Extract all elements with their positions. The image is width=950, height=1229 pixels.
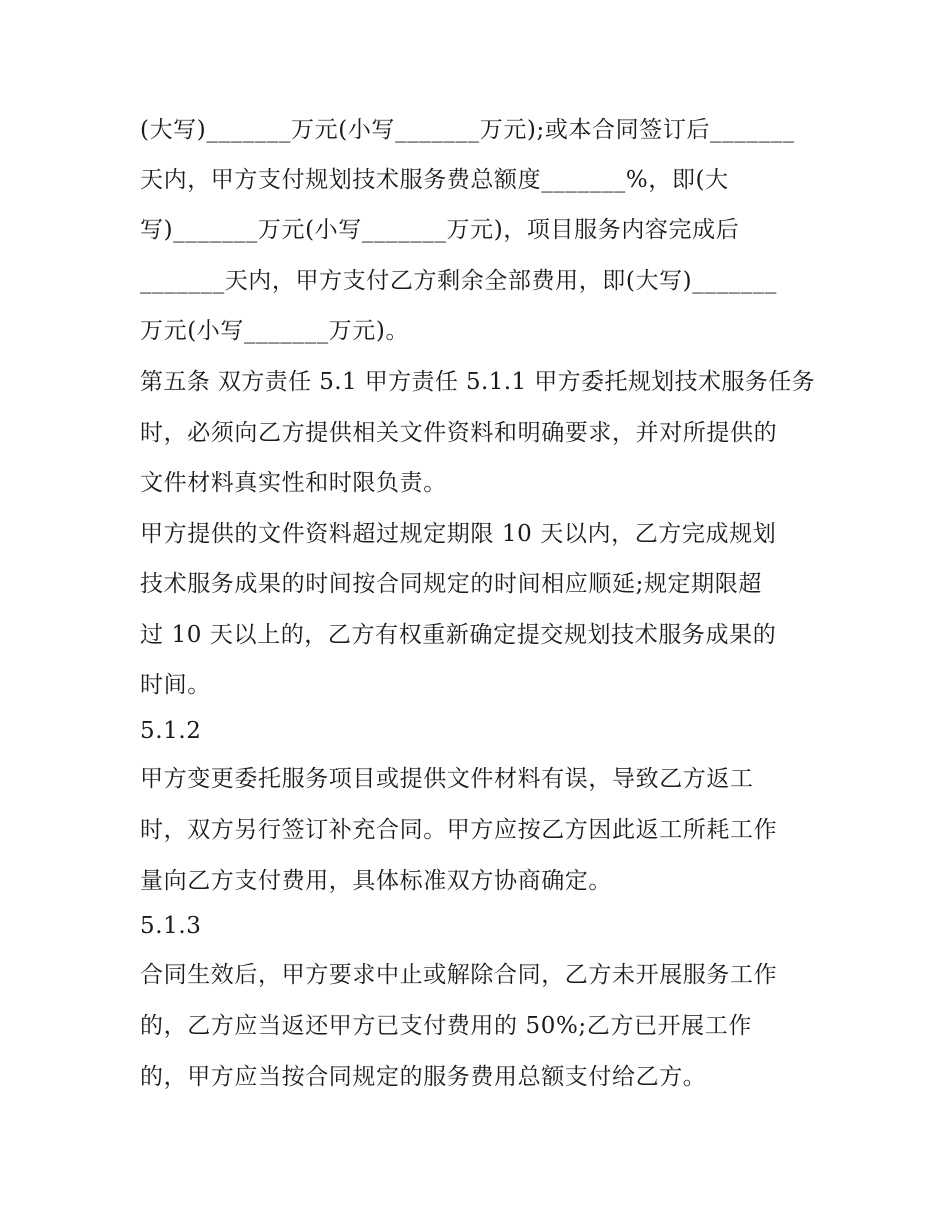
text-line: 时间。 [140, 672, 211, 698]
text-line: 合同生效后，甲方要求中止或解除合同，乙方未开展服务工作 [140, 962, 778, 988]
section-number: 5.1.3 [140, 913, 202, 939]
text-line: 万元(小写_______万元)。 [140, 318, 410, 344]
text-line: 甲方提供的文件资料超过规定期限 10 天以内，乙方完成规划 [140, 521, 777, 547]
text-line: 时，必须向乙方提供相关文件资料和明确要求，并对所提供的 [140, 420, 778, 446]
text-line: 的，乙方应当返还甲方已支付费用的 50%;乙方已开展工作 [140, 1013, 752, 1039]
text-line: 时，双方另行签订补充合同。甲方应按乙方因此返工所耗工作 [140, 817, 778, 843]
text-line: 写)_______万元(小写_______万元)，项目服务内容完成后 [140, 217, 740, 243]
text-line: 第五条 双方责任 5.1 甲方责任 5.1.1 甲方委托规划技术服务任务 [140, 369, 816, 395]
text-line: 文件材料真实性和时限负责。 [140, 470, 447, 496]
text-line: 天内，甲方支付规划技术服务费总额度_______%，即(大 [140, 167, 729, 193]
text-line: 技术服务成果的时间按合同规定的时间相应顺延;规定期限超 [140, 571, 762, 597]
text-line: _______天内，甲方支付乙方剩余全部费用，即(大写)_______ [140, 268, 777, 294]
text-line: 量向乙方支付费用，具体标准双方协商确定。 [140, 868, 612, 894]
text-line: 过 10 天以上的，乙方有权重新确定提交规划技术服务成果的 [140, 622, 777, 648]
section-number: 5.1.2 [140, 718, 202, 744]
text-line: 甲方变更委托服务项目或提供文件材料有误，导致乙方返工 [140, 766, 754, 792]
text-line: 的，甲方应当按合同规定的服务费用总额支付给乙方。 [140, 1064, 707, 1090]
text-line: (大写)_______万元(小写_______万元);或本合同签订后_______ [140, 117, 795, 143]
